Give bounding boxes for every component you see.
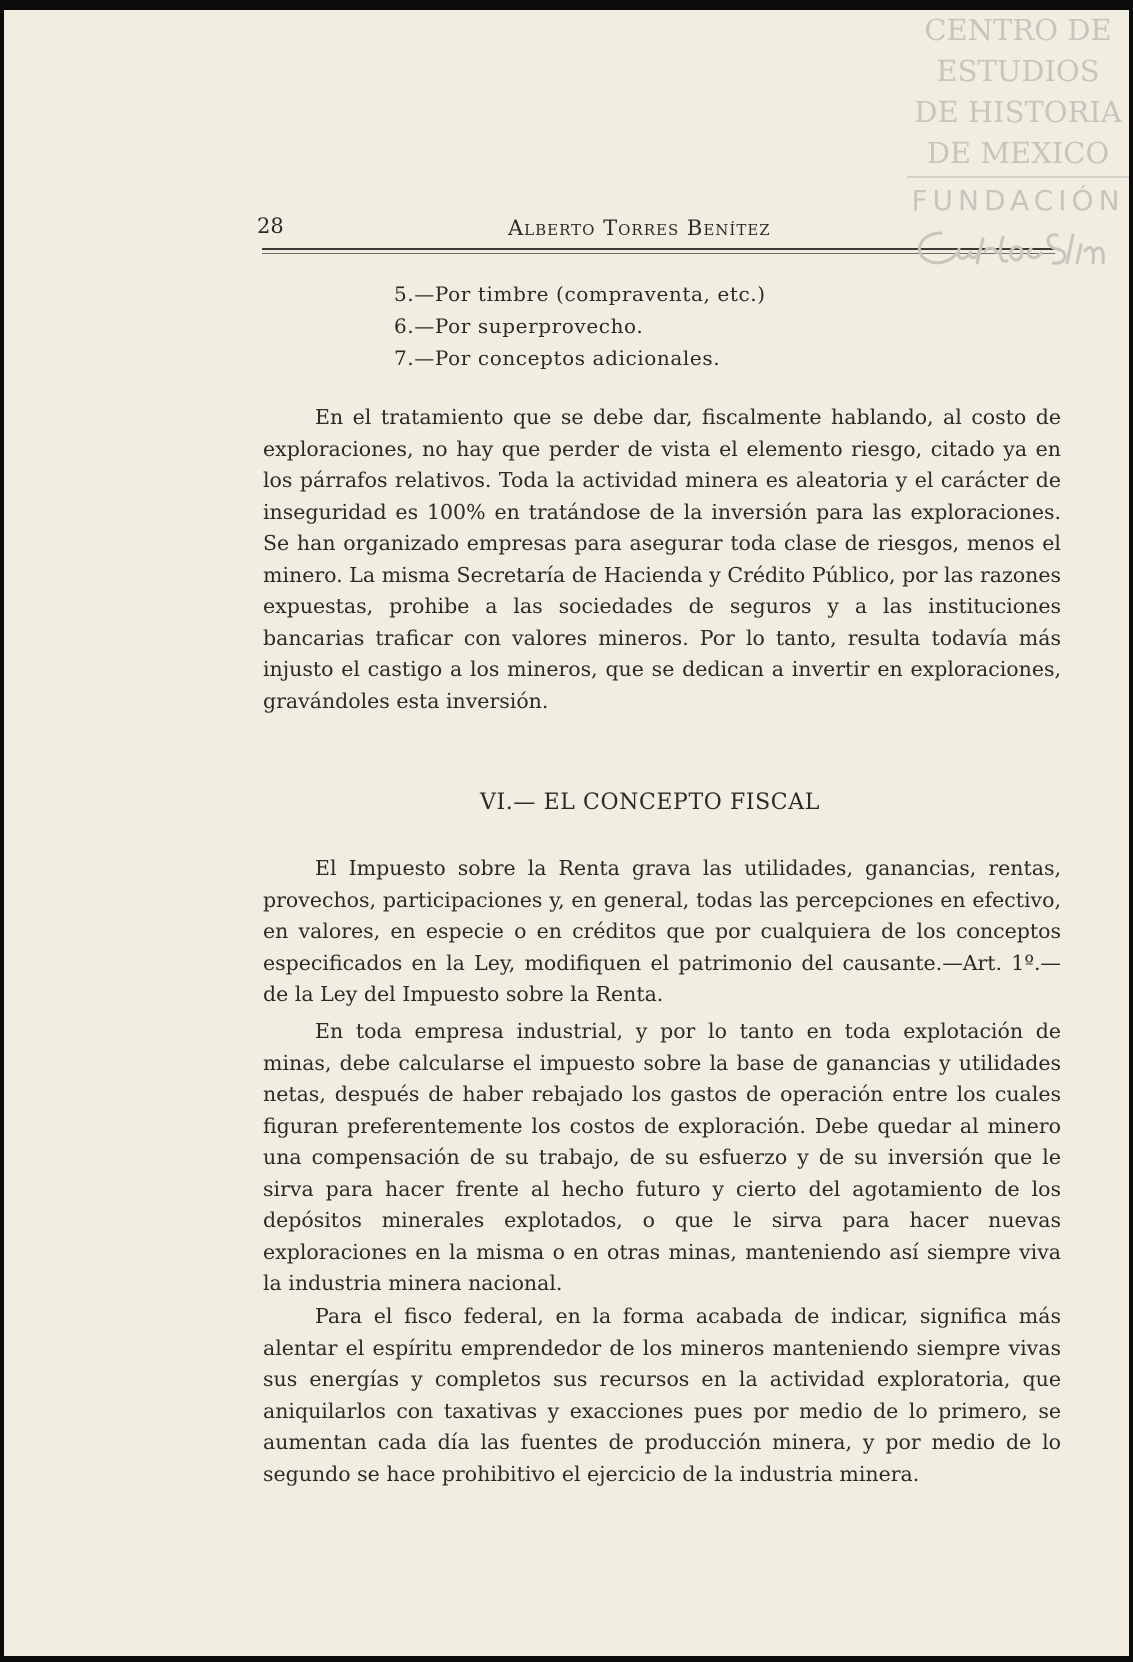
running-head-author: Alberto Torres Benítez bbox=[508, 216, 771, 240]
watermark-line: CENTRO DE bbox=[924, 13, 1112, 47]
watermark-line: ESTUDIOS bbox=[936, 54, 1100, 88]
section-title: VI.— EL CONCEPTO FISCAL bbox=[480, 790, 820, 815]
watermark-line: DE HISTORIA bbox=[914, 95, 1122, 129]
list-item: 5.—Por timbre (compraventa, etc.) bbox=[394, 282, 766, 306]
page-number: 28 bbox=[257, 214, 284, 238]
signature-logo bbox=[907, 221, 1129, 281]
list-item: 6.—Por superprovecho. bbox=[394, 314, 644, 338]
paragraph-federal-treasury: Para el fisco federal, en la forma acabada de indicar, significa más alentar el espíritu emprendedor de los mineros manteniendo siempre vivas sus energías y completos sus recursos en la actividad exploratoria, que aniquilarlos con taxativas y exacciones pues por medio de lo primero, se aumentan cada día las fuentes de producción minera, y por medio de lo segundo se hace prohibitivo el ejercicio de la industria minera. bbox=[263, 1304, 1061, 1486]
list-item: 7.—Por conceptos adicionales. bbox=[394, 346, 721, 370]
paragraph-mining-enterprise: En toda empresa industrial, y por lo tanto en toda explotación de minas, debe calcularse el impuesto sobre la base de ganancias y utilidades netas, después de haber rebajado los gastos de operación entre los cuales figuran preferentemente los costos de exploración. Debe quedar al minero una compensación de su trabajo, de su esfuerzo y de su inversión que le sirva para hacer frente al hecho futuro y cierto del agotamiento de los depósitos minerales explotados, o que le sirva para hacer nuevas exploraciones en la misma o en otras minas, manteniendo así siempre viva la industria minera nacional. bbox=[263, 1019, 1061, 1295]
watermark bbox=[907, 10, 1129, 320]
paper-sheet bbox=[4, 10, 1129, 1656]
watermark-line: DE MEXICO bbox=[926, 136, 1110, 170]
paragraph-income-tax: El Impuesto sobre la Renta grava las utilidades, ganancias, rentas, provechos, participaciones y, en general, todas las percepciones en efectivo, en valores, en especie o en créditos que por cualquiera de los conceptos especificados en la Ley, modifiquen el patrimonio del causante.—Art. 1º.— de la Ley del Impuesto sobre la Renta. bbox=[263, 856, 1061, 1006]
watermark-foundation: FUNDACIÓN bbox=[911, 184, 1125, 217]
watermark-divider bbox=[907, 176, 1129, 178]
paragraph-exploration-cost: En el tratamiento que se debe dar, fiscalmente hablando, al costo de exploraciones, no hay que perder de vista el elemento riesgo, citado ya en los párrafos relativos. Toda la actividad minera es aleatoria y el carácter de inseguridad es 100% en tratándose de la inversión para las exploraciones. Se han organizado empresas para asegurar toda clase de riesgos, menos el minero. La misma Secretaría de Hacienda y Crédito Público, por las razones expuestas, prohibe a las sociedades de seguros y a las instituciones bancarias traficar con valores mineros. Por lo tanto, resulta todavía más injusto el castigo a los mineros, que se dedican a invertir en exploraciones, gravándoles esta inversión. bbox=[263, 405, 1061, 713]
tax-list bbox=[394, 278, 766, 374]
